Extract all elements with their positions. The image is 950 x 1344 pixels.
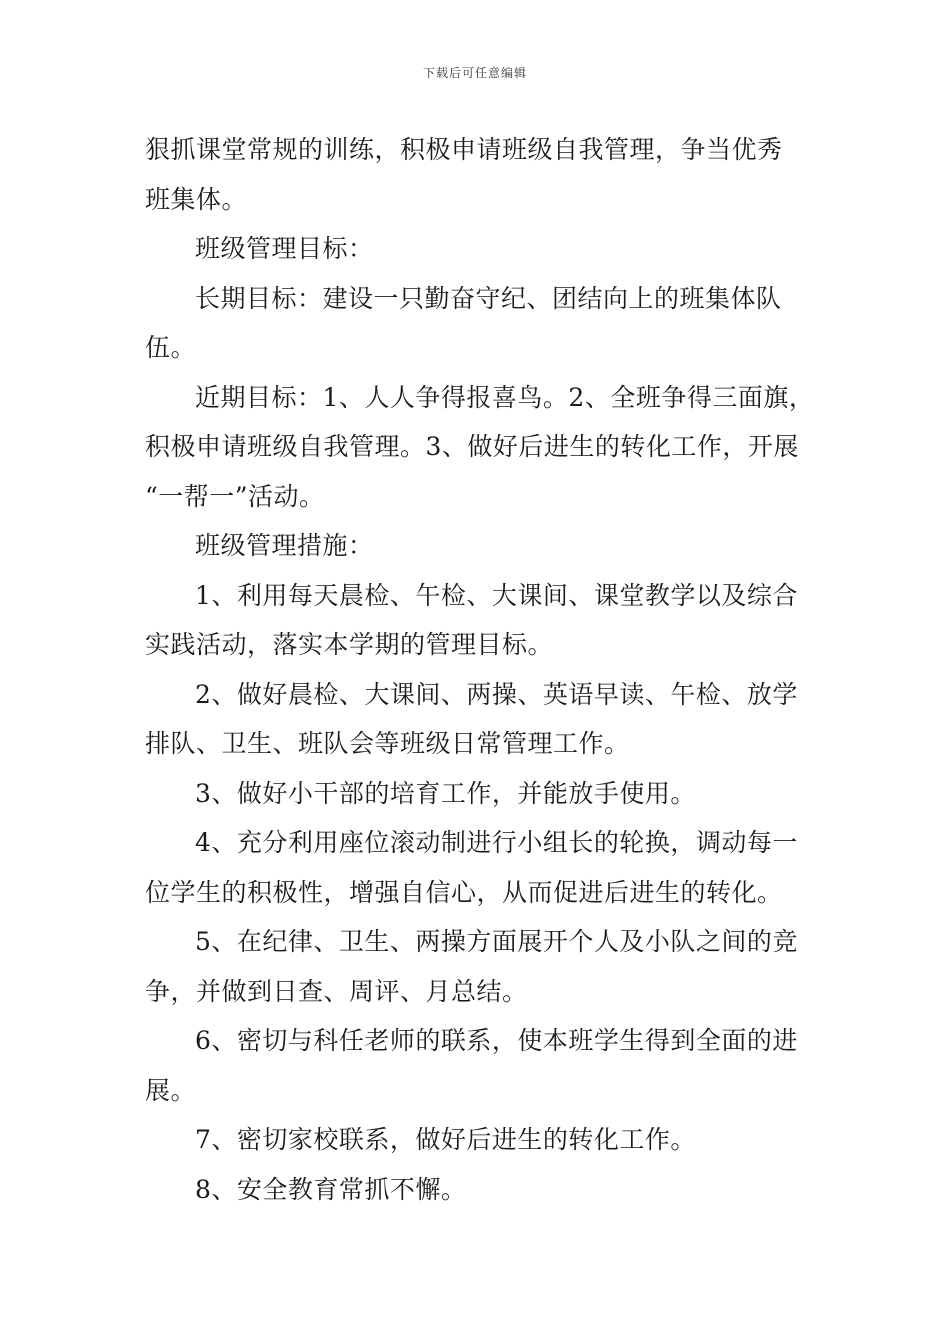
text-line: 5、在纪律、卫生、两操方面展开个人及小队之间的竞 — [195, 927, 798, 956]
document-body — [145, 125, 815, 1214]
text-line: 7、密切家校联系，做好后进生的转化工作。 — [195, 1125, 696, 1154]
text-line: 狠抓课堂常规的训练，积极申请班级自我管理，争当优秀 — [145, 135, 783, 164]
text-line: 实践活动，落实本学期的管理目标。 — [145, 630, 554, 659]
section-heading-goals: 班级管理目标： — [195, 234, 374, 263]
text-line: 展。 — [145, 1075, 197, 1105]
text-line: 争，并做到日查、周评、月总结。 — [145, 976, 528, 1006]
text-line: 1、利用每天晨检、午检、大课间、课堂教学以及综合 — [195, 580, 798, 610]
text-line: 班集体。 — [145, 184, 248, 214]
text-line: “一帮一”活动。 — [145, 481, 325, 511]
page-header-note: 下载后可任意编辑 — [422, 66, 527, 80]
text-line: 4、充分利用座位滚动制进行小组长的轮换，调动每一 — [195, 828, 798, 857]
text-line: 8、安全教育常抓不懈。 — [195, 1174, 467, 1204]
text-line: 6、密切与科任老师的联系，使本班学生得到全面的进 — [195, 1026, 798, 1055]
text-line: 2、做好晨检、大课间、两操、英语早读、午检、放学 — [195, 679, 798, 709]
text-line: 伍。 — [145, 333, 197, 362]
text-line: 长期目标：建设一只勤奋守纪、团结向上的班集体队 — [195, 283, 782, 313]
text-line: 3、做好小干部的培育工作，并能放手使用。 — [195, 778, 696, 808]
section-heading-measures: 班级管理措施： — [195, 531, 374, 560]
text-line: 排队、卫生、班队会等班级日常管理工作。 — [145, 729, 630, 758]
text-line: 位学生的积极性，增强自信心，从而促进后进生的转化。 — [145, 877, 783, 907]
text-line: 近期目标：1、人人争得报喜鸟。2、全班争得三面旗， — [195, 382, 815, 412]
text-line: 积极申请班级自我管理。3、做好后进生的转化工作，开展 — [145, 432, 799, 461]
